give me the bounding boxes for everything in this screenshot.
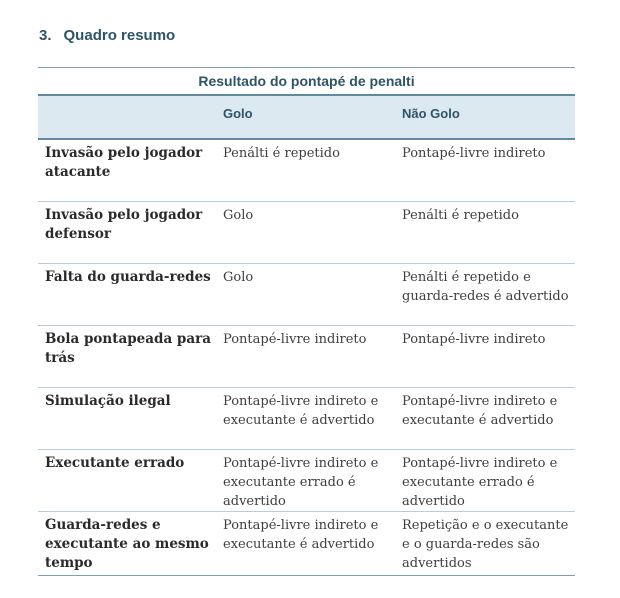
table-row (38, 263, 575, 325)
table-header-row (38, 95, 575, 139)
cell-golo: Pontapé-livre indireto e executante errado é advertido (223, 449, 402, 511)
row-label: Falta do guarda-redes (38, 263, 223, 325)
table-caption: Resultado do pontapé de penalti (38, 68, 575, 96)
cell-nao-golo: Repetição e o executante e o guarda-redes são advertidos (402, 511, 575, 575)
summary-table (38, 67, 575, 576)
cell-golo: Pontapé-livre indireto e executante é advertido (223, 511, 402, 575)
header-empty-cell (38, 95, 223, 139)
section-heading (39, 27, 175, 44)
cell-nao-golo: Pontapé-livre indireto (402, 139, 575, 201)
column-header-golo: Golo (223, 95, 402, 139)
table-row (38, 325, 575, 387)
cell-golo: Pontapé-livre indireto (223, 325, 402, 387)
row-label: Bola pontapeada para trás (38, 325, 223, 387)
cell-golo: Golo (223, 201, 402, 263)
row-label: Invasão pelo jogador atacante (38, 139, 223, 201)
table-row (38, 387, 575, 449)
cell-nao-golo: Pontapé-livre indireto e executante é advertido (402, 387, 575, 449)
column-header-nao-golo: Não Golo (402, 95, 575, 139)
cell-nao-golo: Pontapé-livre indireto (402, 325, 575, 387)
cell-golo: Penálti é repetido (223, 139, 402, 201)
cell-nao-golo: Pontapé-livre indireto e executante errado é advertido (402, 449, 575, 511)
cell-nao-golo: Penálti é repetido (402, 201, 575, 263)
table-row (38, 449, 575, 511)
row-label: Invasão pelo jogador defensor (38, 201, 223, 263)
section-number: 3. (39, 27, 52, 44)
table-caption-row (38, 68, 575, 96)
cell-nao-golo: Penálti é repetido e guarda-redes é advertido (402, 263, 575, 325)
section-title: Quadro resumo (63, 27, 176, 44)
row-label: Guarda-redes e executante ao mesmo tempo (38, 511, 223, 575)
cell-golo: Pontapé-livre indireto e executante é advertido (223, 387, 402, 449)
table-row (38, 139, 575, 201)
row-label: Executante errado (38, 449, 223, 511)
table-row (38, 201, 575, 263)
cell-golo: Golo (223, 263, 402, 325)
row-label: Simulação ilegal (38, 387, 223, 449)
table-row (38, 511, 575, 575)
